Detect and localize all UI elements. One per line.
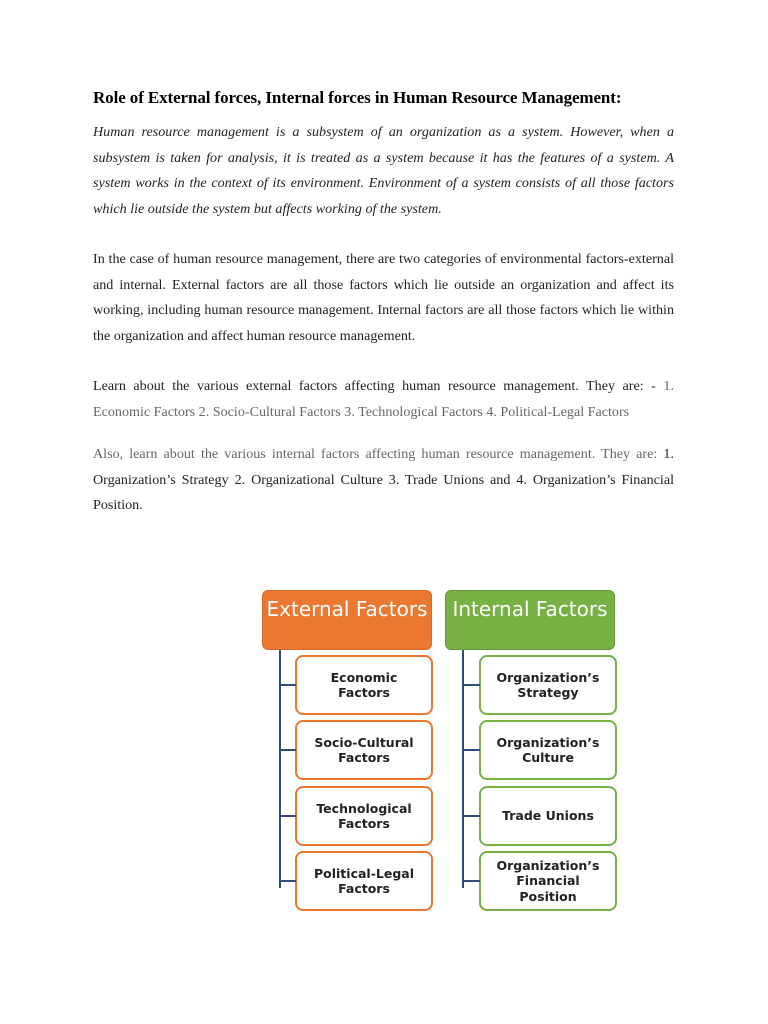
- internal-factor-box-2: Organization’s Culture: [479, 720, 617, 780]
- internal-factor-connector-3: [462, 815, 480, 817]
- external-factors-lead: Learn about the various external factors affecting human resource management. They are: -: [93, 378, 656, 394]
- external-factors-header: External Factors: [262, 590, 432, 650]
- external-factor-box-4: Political-Legal Factors: [295, 851, 433, 911]
- external-factors-list: 1. Economic Factors 2. Socio-Cultural Factors 3. Technological Factors 4. Political-Legal Factors: [93, 378, 674, 420]
- external-factor-box-1: Economic Factors: [295, 655, 433, 715]
- external-factor-box-2: Socio-Cultural Factors: [295, 720, 433, 780]
- internal-factors-paragraph: [93, 442, 674, 519]
- internal-factors-lead: Also, learn about the various internal factors affecting human resource management. They are:: [93, 446, 658, 462]
- intro-paragraph: Human resource management is a subsystem of an organization as a system. However, when a subsystem is taken for analysis, it is treated as a system because it has the features of a system. A system works in the context of its environment. Environment of a system consists of all those factors which lie outside the system but affects working of the system.: [93, 124, 674, 217]
- external-factor-connector-2: [279, 749, 296, 751]
- document-title: Role of External forces, Internal forces in Human Resource Management:: [93, 88, 622, 107]
- document-body: [93, 88, 674, 519]
- external-factor-connector-4: [279, 880, 296, 882]
- internal-factor-connector-2: [462, 749, 480, 751]
- external-factor-connector-3: [279, 815, 296, 817]
- internal-factors-list: 1. Organization’s Strategy 2. Organizational Culture 3. Trade Unions and 4. Organization’s Financial Position.: [93, 446, 674, 513]
- internal-factor-box-3: Trade Unions: [479, 786, 617, 846]
- internal-factor-connector-1: [462, 684, 480, 686]
- external-factors-paragraph: [93, 374, 674, 425]
- internal-factors-header: Internal Factors: [445, 590, 615, 650]
- factors-diagram: [262, 590, 622, 920]
- internal-factor-box-1: Organization’s Strategy: [479, 655, 617, 715]
- internal-factor-connector-4: [462, 880, 480, 882]
- external-factor-box-3: Technological Factors: [295, 786, 433, 846]
- external-factor-connector-1: [279, 684, 296, 686]
- environment-paragraph: In the case of human resource management, there are two categories of environmental factors-external and internal. External factors are all those factors which lie outside an organization and affect its working, including human resource management. Internal factors are all those factors which lie within the organization and affect human resource management.: [93, 251, 674, 344]
- internal-factor-box-4: Organization’s Financial Position: [479, 851, 617, 911]
